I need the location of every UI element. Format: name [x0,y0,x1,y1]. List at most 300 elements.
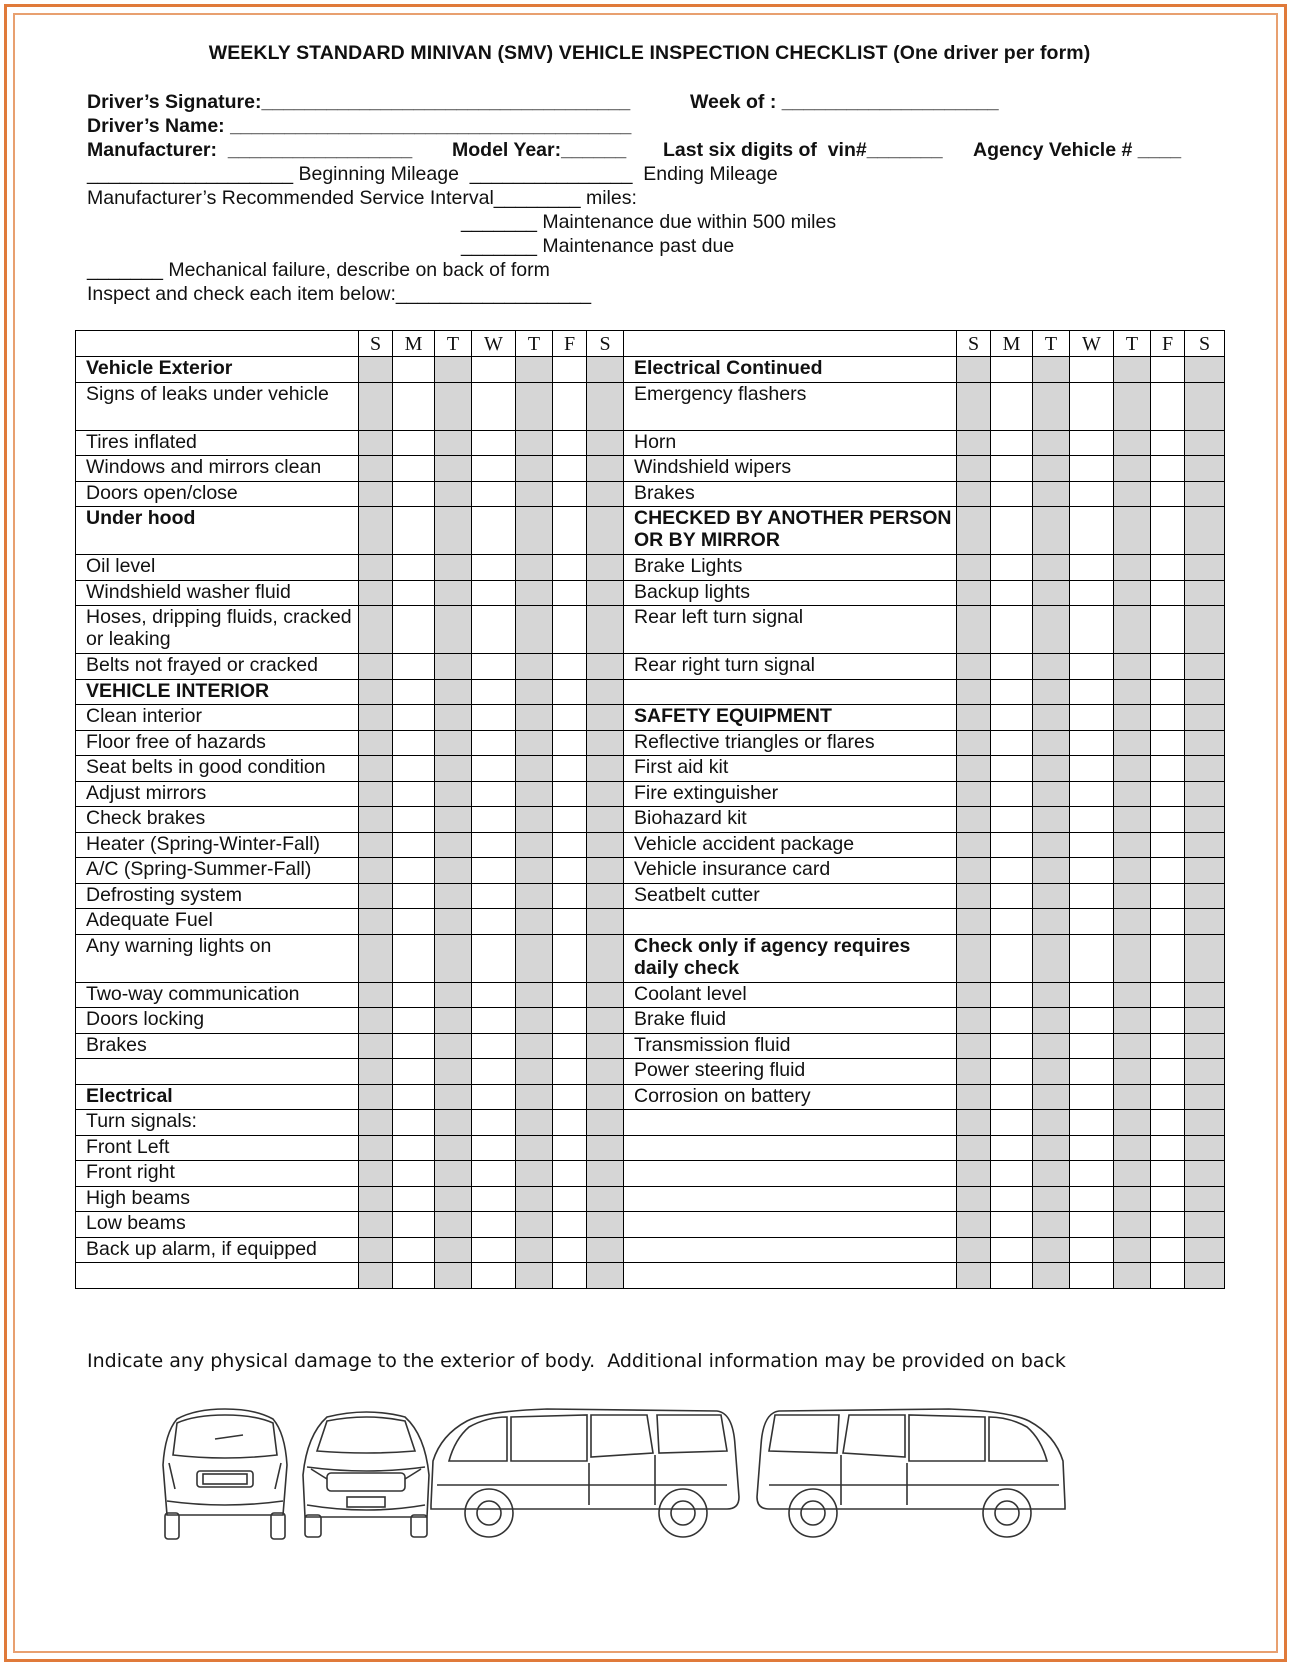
right-check-cell[interactable] [1114,858,1151,884]
right-check-cell[interactable] [1114,730,1151,756]
left-check-cell[interactable] [359,555,393,581]
right-check-cell[interactable] [1033,934,1070,982]
right-check-cell[interactable] [1033,382,1070,430]
left-check-cell[interactable] [393,606,435,654]
week-of-field[interactable]: Week of : ____________________ [690,91,999,113]
left-check-cell[interactable] [435,382,472,430]
left-check-cell[interactable] [435,1059,472,1085]
left-check-cell[interactable] [393,456,435,482]
right-check-cell[interactable] [1114,1033,1151,1059]
right-check-cell[interactable] [1033,756,1070,782]
right-check-cell[interactable] [1151,555,1185,581]
left-check-cell[interactable] [587,883,624,909]
left-check-cell[interactable] [359,730,393,756]
left-check-cell[interactable] [472,1033,516,1059]
left-check-cell[interactable] [587,654,624,680]
left-check-cell[interactable] [472,1237,516,1263]
right-check-cell[interactable] [1033,1110,1070,1136]
right-check-cell[interactable] [957,481,991,507]
left-check-cell[interactable] [516,555,553,581]
left-check-cell[interactable] [435,654,472,680]
right-check-cell[interactable] [1070,909,1114,935]
left-check-cell[interactable] [359,430,393,456]
right-check-cell[interactable] [1070,858,1114,884]
left-check-cell[interactable] [359,481,393,507]
right-check-cell[interactable] [1185,730,1225,756]
left-check-cell[interactable] [359,382,393,430]
right-check-cell[interactable] [1033,1135,1070,1161]
left-check-cell[interactable] [516,781,553,807]
right-check-cell[interactable] [1070,382,1114,430]
left-check-cell[interactable] [516,357,553,383]
right-check-cell[interactable] [1185,481,1225,507]
left-check-cell[interactable] [435,909,472,935]
right-check-cell[interactable] [957,982,991,1008]
left-check-cell[interactable] [516,858,553,884]
right-check-cell[interactable] [991,481,1033,507]
right-check-cell[interactable] [1185,1008,1225,1034]
left-check-cell[interactable] [553,1033,587,1059]
left-check-cell[interactable] [393,679,435,705]
right-check-cell[interactable] [991,832,1033,858]
right-check-cell[interactable] [957,555,991,581]
left-check-cell[interactable] [516,1161,553,1187]
left-check-cell[interactable] [587,606,624,654]
right-check-cell[interactable] [991,654,1033,680]
right-check-cell[interactable] [1185,507,1225,555]
right-check-cell[interactable] [991,456,1033,482]
left-check-cell[interactable] [359,858,393,884]
right-check-cell[interactable] [1033,1059,1070,1085]
left-check-cell[interactable] [393,1033,435,1059]
left-check-cell[interactable] [587,982,624,1008]
right-check-cell[interactable] [1185,934,1225,982]
van-diagrams[interactable] [155,1405,1140,1545]
left-check-cell[interactable] [472,858,516,884]
right-check-cell[interactable] [991,507,1033,555]
right-check-cell[interactable] [991,606,1033,654]
left-check-cell[interactable] [359,982,393,1008]
right-check-cell[interactable] [1033,1263,1070,1289]
right-check-cell[interactable] [1151,781,1185,807]
left-check-cell[interactable] [516,507,553,555]
left-check-cell[interactable] [435,1161,472,1187]
right-check-cell[interactable] [1151,606,1185,654]
right-check-cell[interactable] [1151,909,1185,935]
right-check-cell[interactable] [1114,481,1151,507]
left-check-cell[interactable] [435,507,472,555]
right-check-cell[interactable] [1114,654,1151,680]
right-check-cell[interactable] [1070,1135,1114,1161]
left-check-cell[interactable] [393,883,435,909]
left-check-cell[interactable] [435,456,472,482]
left-check-cell[interactable] [393,1161,435,1187]
right-check-cell[interactable] [991,1008,1033,1034]
left-check-cell[interactable] [393,1212,435,1238]
right-check-cell[interactable] [1185,382,1225,430]
right-check-cell[interactable] [1151,807,1185,833]
right-check-cell[interactable] [991,1059,1033,1085]
left-check-cell[interactable] [359,1186,393,1212]
left-check-cell[interactable] [435,705,472,731]
right-check-cell[interactable] [1114,832,1151,858]
left-check-cell[interactable] [393,1084,435,1110]
right-check-cell[interactable] [1070,507,1114,555]
left-check-cell[interactable] [553,934,587,982]
left-check-cell[interactable] [516,1110,553,1136]
right-check-cell[interactable] [991,1033,1033,1059]
right-check-cell[interactable] [1070,481,1114,507]
right-check-cell[interactable] [1185,1033,1225,1059]
van-left-side-view[interactable] [431,1409,739,1537]
left-check-cell[interactable] [587,1237,624,1263]
right-check-cell[interactable] [1151,1212,1185,1238]
right-check-cell[interactable] [1151,832,1185,858]
left-check-cell[interactable] [359,679,393,705]
left-check-cell[interactable] [553,1237,587,1263]
right-check-cell[interactable] [957,1135,991,1161]
right-check-cell[interactable] [1033,909,1070,935]
right-check-cell[interactable] [1033,982,1070,1008]
right-check-cell[interactable] [1151,1237,1185,1263]
left-check-cell[interactable] [472,430,516,456]
right-check-cell[interactable] [1033,781,1070,807]
right-check-cell[interactable] [1114,382,1151,430]
right-check-cell[interactable] [1114,1008,1151,1034]
left-check-cell[interactable] [553,456,587,482]
model-year-field[interactable]: Model Year:______ [452,139,627,161]
left-check-cell[interactable] [435,357,472,383]
right-check-cell[interactable] [1185,606,1225,654]
left-check-cell[interactable] [435,481,472,507]
right-check-cell[interactable] [1114,507,1151,555]
right-check-cell[interactable] [1070,982,1114,1008]
left-check-cell[interactable] [553,1161,587,1187]
right-check-cell[interactable] [991,357,1033,383]
right-check-cell[interactable] [1185,883,1225,909]
right-check-cell[interactable] [1151,1059,1185,1085]
right-check-cell[interactable] [1114,1237,1151,1263]
left-check-cell[interactable] [393,858,435,884]
left-check-cell[interactable] [393,580,435,606]
left-check-cell[interactable] [393,909,435,935]
right-check-cell[interactable] [957,1008,991,1034]
right-check-cell[interactable] [1033,883,1070,909]
right-check-cell[interactable] [957,580,991,606]
left-check-cell[interactable] [393,382,435,430]
right-check-cell[interactable] [1151,654,1185,680]
left-check-cell[interactable] [553,357,587,383]
right-check-cell[interactable] [1070,456,1114,482]
right-check-cell[interactable] [957,807,991,833]
left-check-cell[interactable] [435,1033,472,1059]
left-check-cell[interactable] [553,1212,587,1238]
right-check-cell[interactable] [1033,580,1070,606]
left-check-cell[interactable] [516,982,553,1008]
left-check-cell[interactable] [393,832,435,858]
left-check-cell[interactable] [516,1135,553,1161]
left-check-cell[interactable] [472,1135,516,1161]
right-check-cell[interactable] [1033,507,1070,555]
left-check-cell[interactable] [587,1008,624,1034]
right-check-cell[interactable] [991,382,1033,430]
right-check-cell[interactable] [957,456,991,482]
right-check-cell[interactable] [1070,1186,1114,1212]
left-check-cell[interactable] [553,1186,587,1212]
right-check-cell[interactable] [1070,730,1114,756]
right-check-cell[interactable] [1114,1059,1151,1085]
left-check-cell[interactable] [472,1186,516,1212]
left-check-cell[interactable] [435,982,472,1008]
left-check-cell[interactable] [516,456,553,482]
right-check-cell[interactable] [957,1237,991,1263]
left-check-cell[interactable] [393,1059,435,1085]
van-right-side-view[interactable] [757,1409,1065,1537]
right-check-cell[interactable] [1070,606,1114,654]
left-check-cell[interactable] [472,1212,516,1238]
van-rear-view[interactable] [163,1409,287,1539]
left-check-cell[interactable] [359,580,393,606]
right-check-cell[interactable] [1151,1033,1185,1059]
maintenance-500-field[interactable]: _______ Maintenance due within 500 miles [461,211,837,233]
right-check-cell[interactable] [1070,1110,1114,1136]
right-check-cell[interactable] [1033,430,1070,456]
left-check-cell[interactable] [472,1059,516,1085]
vin-field[interactable]: Last six digits of vin#_______ [663,139,943,161]
right-check-cell[interactable] [957,382,991,430]
right-check-cell[interactable] [1070,1008,1114,1034]
left-check-cell[interactable] [435,730,472,756]
right-check-cell[interactable] [957,654,991,680]
right-check-cell[interactable] [1033,1186,1070,1212]
right-check-cell[interactable] [1185,781,1225,807]
left-check-cell[interactable] [359,883,393,909]
right-check-cell[interactable] [1033,481,1070,507]
right-check-cell[interactable] [1114,357,1151,383]
left-check-cell[interactable] [435,1263,472,1289]
right-check-cell[interactable] [991,1084,1033,1110]
right-check-cell[interactable] [1070,781,1114,807]
right-check-cell[interactable] [957,357,991,383]
left-check-cell[interactable] [435,832,472,858]
right-check-cell[interactable] [1070,357,1114,383]
right-check-cell[interactable] [1033,1212,1070,1238]
left-check-cell[interactable] [516,705,553,731]
left-check-cell[interactable] [393,1263,435,1289]
left-check-cell[interactable] [553,807,587,833]
left-check-cell[interactable] [472,507,516,555]
right-check-cell[interactable] [991,781,1033,807]
right-check-cell[interactable] [1114,1263,1151,1289]
left-check-cell[interactable] [359,1059,393,1085]
left-check-cell[interactable] [587,1033,624,1059]
right-check-cell[interactable] [1070,430,1114,456]
right-check-cell[interactable] [991,756,1033,782]
right-check-cell[interactable] [957,1110,991,1136]
right-check-cell[interactable] [1114,934,1151,982]
right-check-cell[interactable] [1114,606,1151,654]
right-check-cell[interactable] [991,1237,1033,1263]
left-check-cell[interactable] [393,654,435,680]
left-check-cell[interactable] [393,555,435,581]
left-check-cell[interactable] [472,606,516,654]
left-check-cell[interactable] [587,580,624,606]
left-check-cell[interactable] [359,705,393,731]
right-check-cell[interactable] [1151,883,1185,909]
left-check-cell[interactable] [587,832,624,858]
right-check-cell[interactable] [1033,606,1070,654]
right-check-cell[interactable] [1185,1237,1225,1263]
left-check-cell[interactable] [553,679,587,705]
left-check-cell[interactable] [516,1059,553,1085]
left-check-cell[interactable] [472,654,516,680]
right-check-cell[interactable] [1114,1110,1151,1136]
left-check-cell[interactable] [359,507,393,555]
left-check-cell[interactable] [516,756,553,782]
left-check-cell[interactable] [587,807,624,833]
left-check-cell[interactable] [587,456,624,482]
left-check-cell[interactable] [553,382,587,430]
left-check-cell[interactable] [393,430,435,456]
right-check-cell[interactable] [1151,982,1185,1008]
left-check-cell[interactable] [472,1084,516,1110]
left-check-cell[interactable] [553,1263,587,1289]
right-check-cell[interactable] [1033,555,1070,581]
left-check-cell[interactable] [553,606,587,654]
left-check-cell[interactable] [359,1263,393,1289]
right-check-cell[interactable] [1033,456,1070,482]
right-check-cell[interactable] [1151,1135,1185,1161]
maintenance-past-due-field[interactable]: _______ Maintenance past due [461,235,735,257]
right-check-cell[interactable] [1185,580,1225,606]
right-check-cell[interactable] [991,1110,1033,1136]
left-check-cell[interactable] [472,1263,516,1289]
left-check-cell[interactable] [553,555,587,581]
right-check-cell[interactable] [1070,1212,1114,1238]
van-front-view[interactable] [303,1412,429,1537]
left-check-cell[interactable] [359,456,393,482]
right-check-cell[interactable] [1114,580,1151,606]
right-check-cell[interactable] [991,883,1033,909]
right-check-cell[interactable] [1114,1161,1151,1187]
left-check-cell[interactable] [587,382,624,430]
right-check-cell[interactable] [1185,456,1225,482]
right-check-cell[interactable] [1151,1084,1185,1110]
left-check-cell[interactable] [587,430,624,456]
right-check-cell[interactable] [991,858,1033,884]
left-check-cell[interactable] [516,1008,553,1034]
left-check-cell[interactable] [472,555,516,581]
right-check-cell[interactable] [1033,1008,1070,1034]
right-check-cell[interactable] [1185,357,1225,383]
left-check-cell[interactable] [472,382,516,430]
left-check-cell[interactable] [587,1135,624,1161]
right-check-cell[interactable] [1114,909,1151,935]
left-check-cell[interactable] [393,781,435,807]
left-check-cell[interactable] [472,883,516,909]
right-check-cell[interactable] [1185,1263,1225,1289]
right-check-cell[interactable] [1070,832,1114,858]
right-check-cell[interactable] [957,858,991,884]
right-check-cell[interactable] [1114,982,1151,1008]
left-check-cell[interactable] [435,1110,472,1136]
left-check-cell[interactable] [553,730,587,756]
left-check-cell[interactable] [553,1110,587,1136]
left-check-cell[interactable] [553,858,587,884]
left-check-cell[interactable] [435,756,472,782]
right-check-cell[interactable] [957,909,991,935]
left-check-cell[interactable] [516,1186,553,1212]
left-check-cell[interactable] [435,781,472,807]
left-check-cell[interactable] [553,1135,587,1161]
left-check-cell[interactable] [516,1033,553,1059]
left-check-cell[interactable] [393,1110,435,1136]
right-check-cell[interactable] [991,705,1033,731]
right-check-cell[interactable] [1151,705,1185,731]
left-check-cell[interactable] [435,934,472,982]
left-check-cell[interactable] [587,507,624,555]
mechanical-failure-field[interactable]: _______ Mechanical failure, describe on back of form [87,259,550,281]
left-check-cell[interactable] [516,382,553,430]
right-check-cell[interactable] [1114,781,1151,807]
left-check-cell[interactable] [359,1033,393,1059]
left-check-cell[interactable] [472,781,516,807]
left-check-cell[interactable] [587,1186,624,1212]
right-check-cell[interactable] [1070,654,1114,680]
left-check-cell[interactable] [393,730,435,756]
left-check-cell[interactable] [516,1263,553,1289]
left-check-cell[interactable] [553,1084,587,1110]
left-check-cell[interactable] [587,705,624,731]
left-check-cell[interactable] [359,654,393,680]
right-check-cell[interactable] [1070,883,1114,909]
right-check-cell[interactable] [957,507,991,555]
right-check-cell[interactable] [991,1212,1033,1238]
right-check-cell[interactable] [1151,858,1185,884]
right-check-cell[interactable] [1185,1186,1225,1212]
right-check-cell[interactable] [1114,705,1151,731]
left-check-cell[interactable] [553,705,587,731]
right-check-cell[interactable] [957,781,991,807]
left-check-cell[interactable] [472,832,516,858]
right-check-cell[interactable] [1114,1084,1151,1110]
left-check-cell[interactable] [553,507,587,555]
left-check-cell[interactable] [516,1212,553,1238]
right-check-cell[interactable] [1185,1110,1225,1136]
right-check-cell[interactable] [1070,1161,1114,1187]
right-check-cell[interactable] [1114,456,1151,482]
left-check-cell[interactable] [435,1008,472,1034]
right-check-cell[interactable] [957,430,991,456]
left-check-cell[interactable] [359,1084,393,1110]
right-check-cell[interactable] [1114,1135,1151,1161]
right-check-cell[interactable] [1033,679,1070,705]
left-check-cell[interactable] [587,909,624,935]
right-check-cell[interactable] [1151,1008,1185,1034]
left-check-cell[interactable] [553,430,587,456]
left-check-cell[interactable] [553,1059,587,1085]
left-check-cell[interactable] [516,730,553,756]
left-check-cell[interactable] [393,934,435,982]
left-check-cell[interactable] [393,1237,435,1263]
left-check-cell[interactable] [587,858,624,884]
right-check-cell[interactable] [1033,654,1070,680]
right-check-cell[interactable] [991,1161,1033,1187]
left-check-cell[interactable] [393,1135,435,1161]
right-check-cell[interactable] [1151,730,1185,756]
right-check-cell[interactable] [1151,580,1185,606]
right-check-cell[interactable] [1185,679,1225,705]
